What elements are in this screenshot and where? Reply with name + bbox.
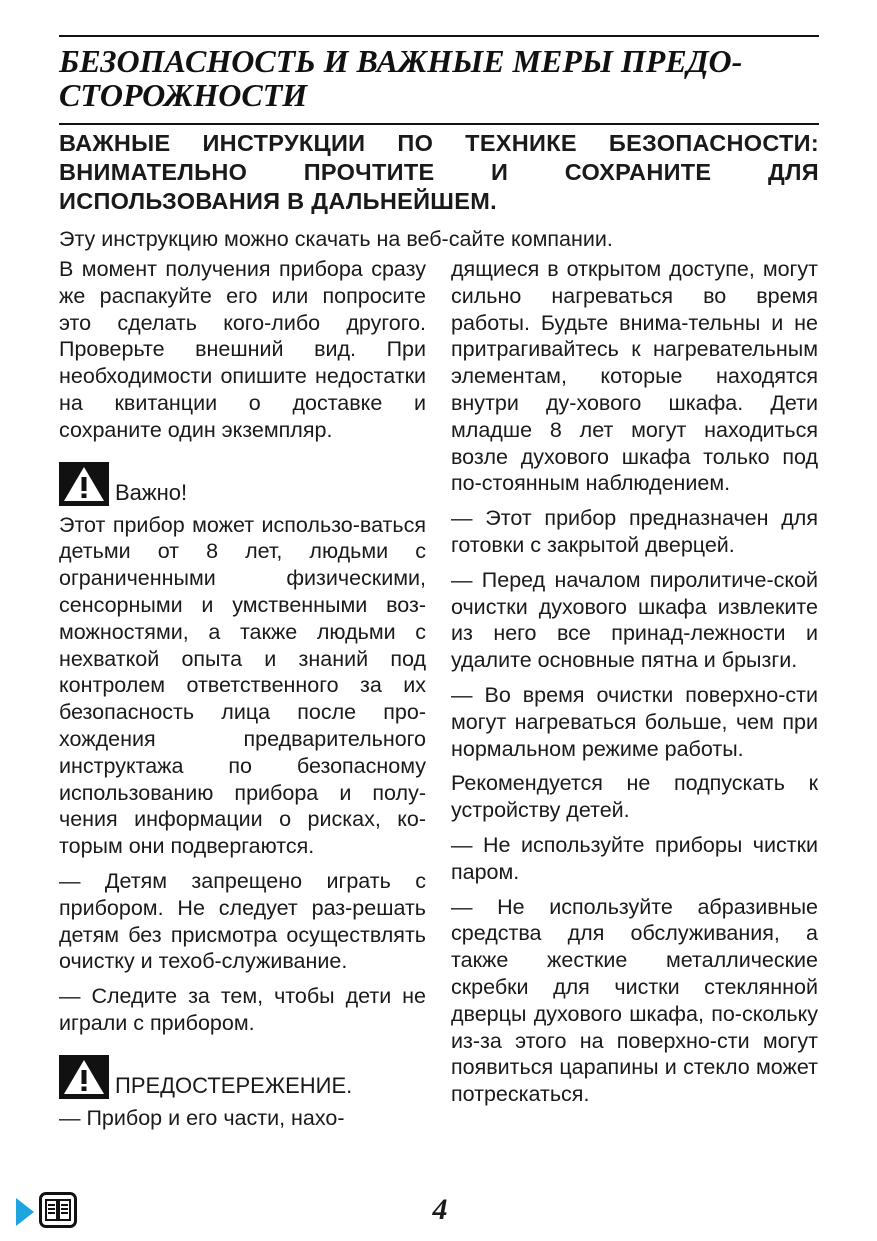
top-rule (59, 35, 819, 37)
title-line: БЕЗОПАСНОСТЬ И ВАЖНЫЕ МЕРЫ ПРЕДО- (59, 43, 743, 79)
paragraph-no-steam: — Не используйте приборы чистки паром. (451, 832, 818, 884)
warning-triangle-icon-svg (62, 465, 106, 503)
subheading-line: ВАЖНЫЕ ИНСТРУКЦИИ ПО ТЕХНИКЕ БЕЗОПАСНОСТИ: (59, 130, 819, 156)
paragraph-keep-children: Рекомендуется не подпускать к устройству детей. (451, 771, 818, 823)
open-book-icon-svg (45, 1199, 71, 1221)
paragraph-hot-parts-cont: дящиеся в открытом доступе, могут сильно нагреваться во время работы. Будьте внима-тельны и не притрагивайтесь к нагревательным элементам, которые находятся внутри ду-хового шкафа. Дети младше 8 лет могут находиться возле духового шкафа только под по-стоянным наблюдением. (451, 257, 818, 496)
paragraph-hot-parts-start: — Прибор и его части, нахо- (59, 1105, 345, 1130)
paragraph-unpacking: В момент получения прибора сразу же распакуйте его или попросите это сделать кого-либо другого. Проверьте внешний вид. При необходимости опишите недостатки на квитанции о доставке и сохраните один экземпляр. (59, 257, 426, 442)
warning-important (59, 462, 426, 506)
subheading-line: ВНИМАТЕЛЬНО ПРОЧТИТЕ И СОХРАНИТЕ ДЛЯ (59, 159, 819, 185)
title-line: СТОРОЖНОСТИ (59, 77, 308, 113)
paragraph-children-use: Этот прибор может использо-ваться детьми от 8 лет, людьми с ограниченными физическими, сенсорными и умственными воз-можностями, а также людьми с нехваткой опыта и знаний под контролем ответственного за их безопасность лица после про-хождения предварительного инструктажа по безопасному использованию прибора и полу-чения информации о рисках, ко-торым они подвергаются. (59, 512, 426, 859)
paragraph-closed-door: — Этот прибор предназначен для готовки с закрытой дверцей. (451, 506, 818, 557)
safety-subheading (59, 129, 819, 216)
paragraph-pyrolytic: — Перед началом пиролитиче-ской очистки духового шкафа извлеките из него все принад-лежности и удалите основные пятна и брызги. (451, 567, 818, 673)
play-arrow-icon[interactable] (16, 1198, 34, 1226)
right-column (451, 256, 818, 1116)
title-rule (59, 123, 819, 125)
paragraph-no-play: — Детям запрещено играть с прибором. Не следует раз-решать детям без присмотра осуществлять очистку и техоб-служивание. (59, 868, 426, 974)
subheading-line: ИСПОЛЬЗОВАНИЯ В ДАЛЬНЕЙШЕМ. (59, 188, 497, 214)
warning-triangle-icon (59, 1055, 109, 1099)
page-number: 4 (432, 1193, 448, 1226)
warning-label: ПРЕДОСТЕРЕЖЕНИЕ. (115, 1072, 353, 1098)
warning-caution (59, 1055, 426, 1099)
paragraph-no-abrasive: — Не используйте абразивные средства для обслуживания, а также жесткие металлические скребки для чистки стеклянной дверцы духового шкафа, по-скольку из-за этого на поверхно-сти могут появиться царапины и стекло может потрескаться. (451, 894, 818, 1107)
warning-triangle-icon-svg (62, 1058, 106, 1096)
warning-label: Важно! (115, 479, 188, 505)
paragraph-surface-heat: — Во время очистки поверхно-сти могут нагреваться больше, чем при нормальном режиме работы. (451, 682, 818, 761)
intro-text: Эту инструкцию можно скачать на веб-сайте компании. (59, 227, 613, 251)
open-book-icon[interactable] (39, 1192, 77, 1228)
left-column (59, 256, 426, 1140)
warning-triangle-icon (59, 462, 109, 506)
page-title (59, 44, 819, 112)
paragraph-supervise: — Следите за тем, чтобы дети не играли с прибором. (59, 984, 426, 1035)
